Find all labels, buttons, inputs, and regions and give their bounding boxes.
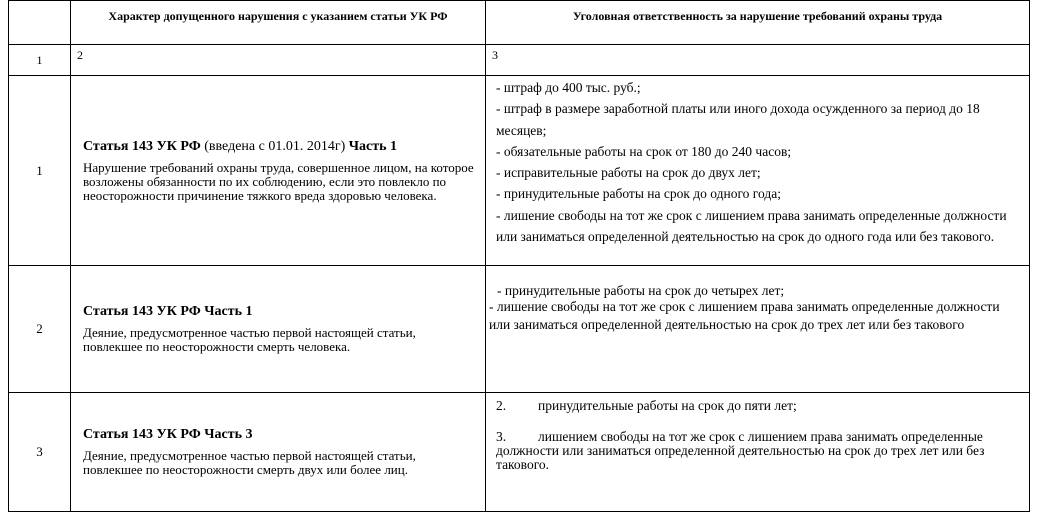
header-violation-cell: Характер допущенного нарушения с указанием статьи УК РФ [71, 1, 486, 45]
violation-cell [71, 266, 486, 393]
penalty-item: - штраф в размере заработной платы или иного дохода осужденного за период до 18 месяцев; [496, 101, 980, 138]
violation-cell [71, 76, 486, 266]
header-row [9, 1, 1030, 45]
penalty-item [496, 430, 1021, 472]
header-liability-cell: Уголовная ответственность за нарушение требований охраны труда [486, 1, 1030, 45]
penalty-item: - штраф до 400 тыс. руб.; [496, 80, 641, 95]
column-number-3: 3 [486, 45, 1030, 76]
violation-cell [71, 393, 486, 512]
column-numbering-row [9, 45, 1030, 76]
article-title-bold: Статья 143 УК РФ Часть 3 [83, 427, 253, 442]
article-description: Деяние, предусмотренное частью первой настоящей статьи, повлекшее по неосторожности смерть двух или более лиц. [83, 448, 416, 477]
penalty-number: 3. [496, 429, 507, 444]
table-row [9, 266, 1030, 393]
row-number: 3 [9, 393, 71, 512]
penalty-text: принудительные работы на срок до пяти лет; [538, 398, 797, 413]
column-number-1: 1 [9, 45, 71, 76]
liability-cell [486, 393, 1030, 512]
article-title-note: (введена с 01.01. 2014г) [200, 138, 349, 154]
liability-cell [486, 76, 1030, 266]
header-number-cell [9, 1, 71, 45]
article-part: Часть 1 [348, 138, 398, 154]
table-row [9, 76, 1030, 266]
article-title [83, 304, 477, 320]
penalty-item: - принудительные работы на срок до одного года; [496, 186, 781, 202]
article-title-bold: Статья 143 УК РФ Часть 1 [83, 304, 253, 319]
penalty-item [496, 399, 1021, 413]
article-description: Нарушение требований охраны труда, совершенное лицом, на которое возложены обязанности по их соблюдению, если это повлекло по неосторожности причинение тяжкого вреда здоровью человека. [83, 159, 474, 203]
penalty-item: - исправительные работы на срок до двух лет; [496, 165, 761, 181]
article-title-bold: Статья 143 УК РФ [83, 138, 201, 154]
penalty-number: 2. [496, 398, 507, 413]
table-row [9, 393, 1030, 512]
article-title [83, 427, 477, 443]
column-number-2: 2 [71, 45, 486, 76]
occupational-safety-liability-table [8, 0, 1030, 512]
row-number: 2 [9, 266, 71, 393]
article-description: Деяние, предусмотренное частью первой настоящей статьи, повлекшее по неосторожности смерть человека. [83, 325, 416, 354]
liability-cell [486, 266, 1030, 393]
penalty-item: - принудительные работы на срок до четырех лет; [497, 283, 785, 298]
penalty-item: - лишение свободы на тот же срок с лишением права занимать определенные должности или заниматься определенной деятельностью на срок до одного года или без такового. [496, 207, 1007, 245]
row-number: 1 [9, 76, 71, 266]
article-title [83, 139, 477, 155]
penalty-item: - обязательные работы на срок от 180 до 240 часов; [496, 143, 792, 159]
penalty-item: - лишение свободы на тот же срок с лишением права занимать определенные должности или заниматься определенной деятельностью на срок до трех лет или без такового [489, 299, 1000, 332]
penalty-text: лишением свободы на тот же срок с лишением права занимать определенные должности или заниматься определенной деятельностью на срок до трех лет или без такового. [496, 429, 985, 472]
